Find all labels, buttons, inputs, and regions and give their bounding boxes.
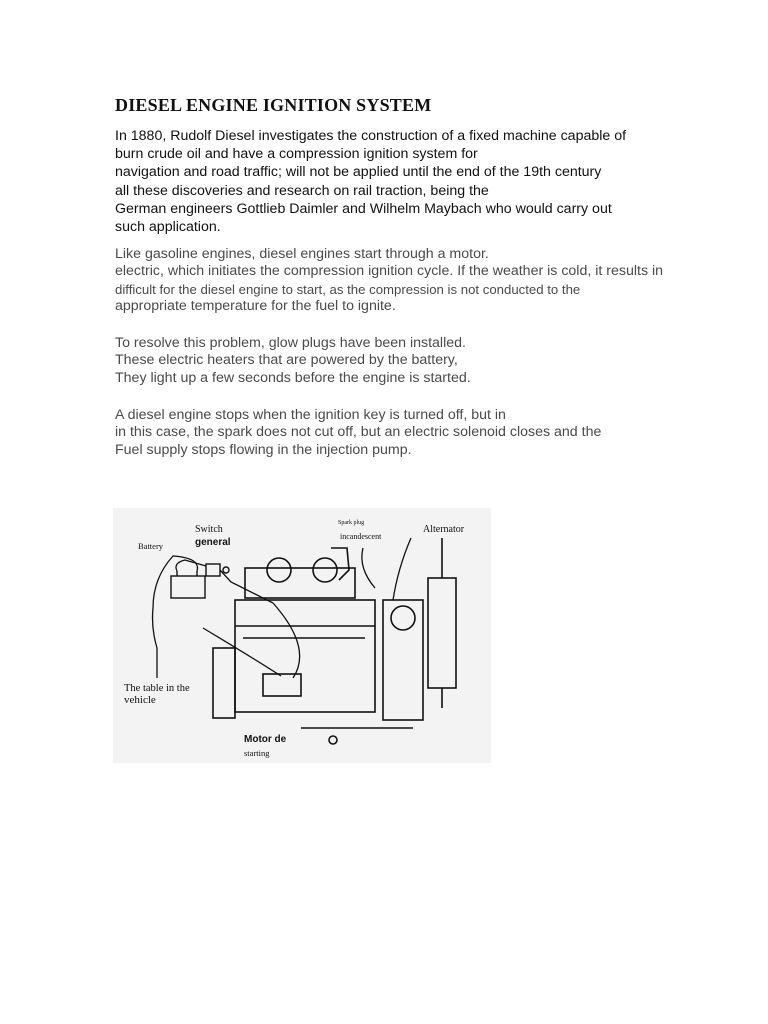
engine-ignition-diagram bbox=[113, 508, 491, 763]
page-title: DIESEL ENGINE IGNITION SYSTEM bbox=[115, 95, 432, 115]
label-table-line2: vehicle bbox=[124, 694, 156, 706]
text-line: all these discoveries and research on rail traction, being the bbox=[115, 182, 489, 199]
text-line: such application. bbox=[115, 219, 221, 236]
text-line: In 1880, Rudolf Diesel investigates the construction of a fixed machine capable of bbox=[115, 128, 627, 144]
text-line: Like gasoline engines, diesel engines start through a motor. bbox=[115, 246, 489, 262]
text-line: burn crude oil and have a compression ignition system for bbox=[115, 146, 478, 163]
paragraph-glow-plugs bbox=[115, 335, 685, 387]
label-switch: Switch bbox=[195, 524, 223, 535]
label-spark-plug: Spark plug bbox=[338, 520, 365, 526]
label-motor-de: Motor de bbox=[244, 734, 287, 745]
text-line: navigation and road traffic; will not be applied until the end of the 19th century bbox=[115, 164, 602, 181]
text-line: These electric heaters that are powered by the battery, bbox=[115, 352, 458, 369]
text-line: appropriate temperature for the fuel to ignite. bbox=[115, 297, 396, 314]
paragraph-stopping bbox=[115, 407, 685, 459]
label-incandescent: incandescent bbox=[340, 532, 382, 541]
label-alternator: Alternator bbox=[423, 524, 465, 535]
text-line: They light up a few seconds before the engine is started. bbox=[115, 369, 471, 386]
text-line: difficult for the diesel engine to start, as the compression is not conducted to the bbox=[115, 281, 581, 297]
label-table-line1: The table in the bbox=[124, 683, 190, 694]
diagram-background bbox=[113, 508, 491, 763]
paragraph-history bbox=[115, 127, 675, 236]
paragraph-starting bbox=[115, 246, 685, 315]
label-starting: starting bbox=[244, 748, 270, 758]
label-general: general bbox=[195, 537, 231, 548]
text-line: German engineers Gottlieb Daimler and Wilhelm Maybach who would carry out bbox=[115, 200, 612, 217]
text-line: Fuel supply stops flowing in the injection pump. bbox=[115, 441, 412, 458]
text-line: in this case, the spark does not cut off, but an electric solenoid closes and the bbox=[115, 424, 602, 441]
label-battery: Battery bbox=[138, 541, 164, 551]
text-line: To resolve this problem, glow plugs have been installed. bbox=[115, 335, 466, 351]
text-line: A diesel engine stops when the ignition key is turned off, but in bbox=[115, 407, 506, 423]
text-line: electric, which initiates the compression ignition cycle. If the weather is cold, it results in bbox=[115, 263, 664, 280]
